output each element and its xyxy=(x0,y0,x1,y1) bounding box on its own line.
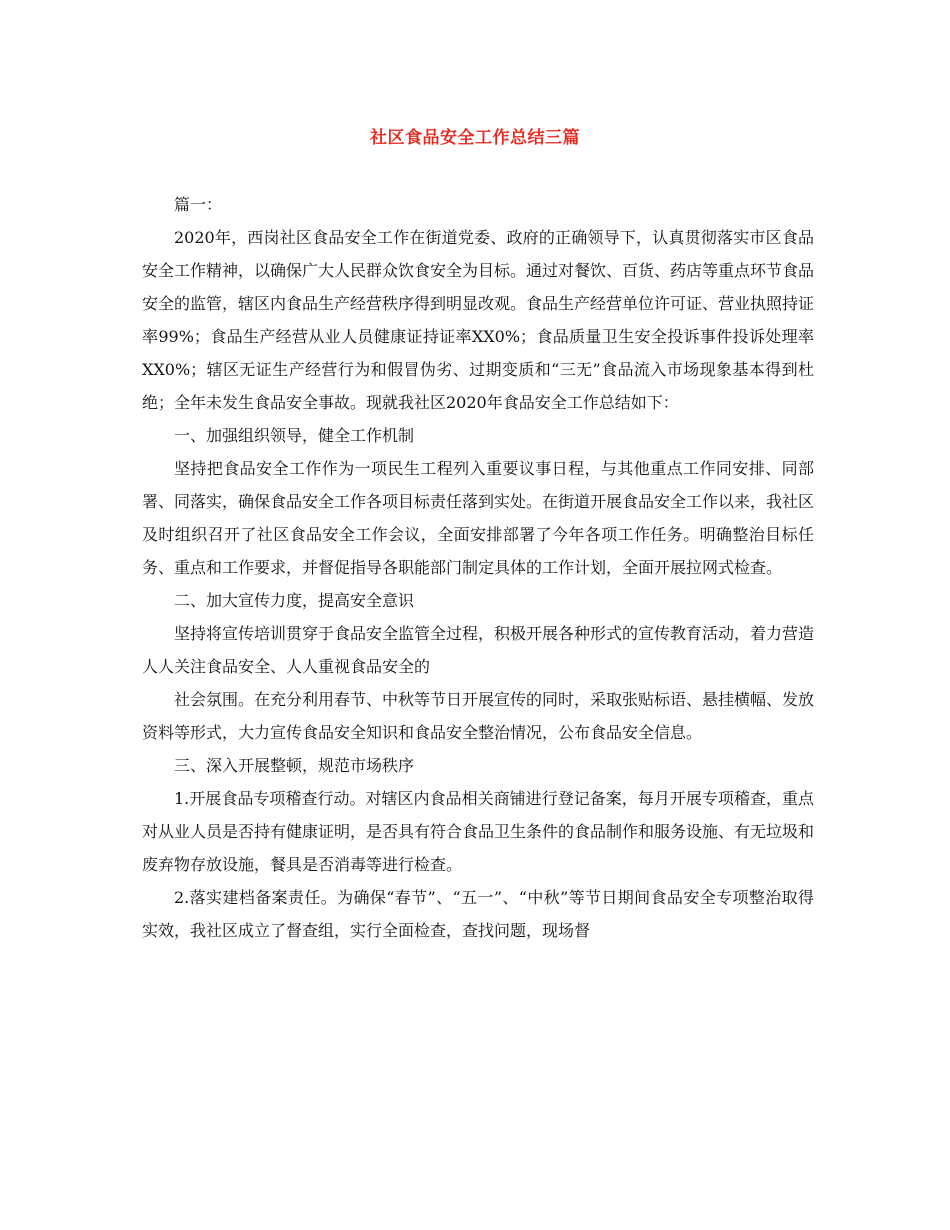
section-heading-2: 二、加大宣传力度，提高安全意识 xyxy=(174,591,415,610)
paragraph-organization: 坚持把食品安全工作作为一项民生工程列入重要议事日程，与其他重点工作同安排、同部署、同落实，确保食品安全工作各项目标责任落到实处。在街道开展食品安全工作以来，我社区及时组织召开了社区食品安全工作会议，全面安排部署了今年各项工作任务。明确整治目标任务、重点和工作要求，并督促指导各职能部门制定具体的工作计划，全面开展拉网式检查。 xyxy=(142,459,815,577)
paragraph-publicity-continued: 社会氛围。在充分利用春节、中秋等节日开展宣传的同时，采取张贴标语、悬挂横幅、发放资料等形式，大力宣传食品安全知识和食品安全整治情况，公布食品安全信息。 xyxy=(142,690,815,742)
section-label-part-one: 篇一： xyxy=(174,195,223,214)
paragraph-intro: 2020年，西岗社区食品安全工作在街道党委、政府的正确领导下，认真贯彻落实市区食品安全工作精神，以确保广大人民群众饮食安全为目标。通过对餐饮、百货、药店等重点环节食品安全的监管，辖区内食品生产经营秩序得到明显改观。食品生产经营单位许可证、营业执照持证率99%；食品生产经营从业人员健康证持证率XX0%；食品质量卫生安全投诉事件投诉处理率XX0%；辖区无证生产经营行为和假冒伪劣、过期变质和“三无”食品流入市场现象基本得到杜绝；全年未发生食品安全事故。现就我社区2020年食品安全工作总结如下： xyxy=(142,228,815,412)
document-title: 社区食品安全工作总结三篇 xyxy=(370,128,580,148)
paragraph-publicity: 坚持将宣传培训贯穿于食品安全监管全过程，积极开展各种形式的宣传教育活动，着力营造人人关注食品安全、人人重视食品安全的 xyxy=(142,624,815,676)
paragraph-records: 2.落实建档备案责任。为确保“春节”、“五一”、“中秋”等节日期间食品安全专项整治取得实效，我社区成立了督查组，实行全面检查，查找问题，现场督 xyxy=(142,888,814,940)
section-heading-1: 一、加强组织领导，健全工作机制 xyxy=(174,426,415,445)
section-heading-3: 三、深入开展整顿，规范市场秩序 xyxy=(174,756,415,775)
paragraph-inspection: 1.开展食品专项稽查行动。对辖区内食品相关商铺进行登记备案，每月开展专项稽查，重点对从业人员是否持有健康证明，是否具有符合食品卫生条件的食品制作和服务设施、有无垃圾和废弃物存放设施，餐具是否消毒等进行检查。 xyxy=(142,789,815,874)
document-body xyxy=(142,188,814,947)
